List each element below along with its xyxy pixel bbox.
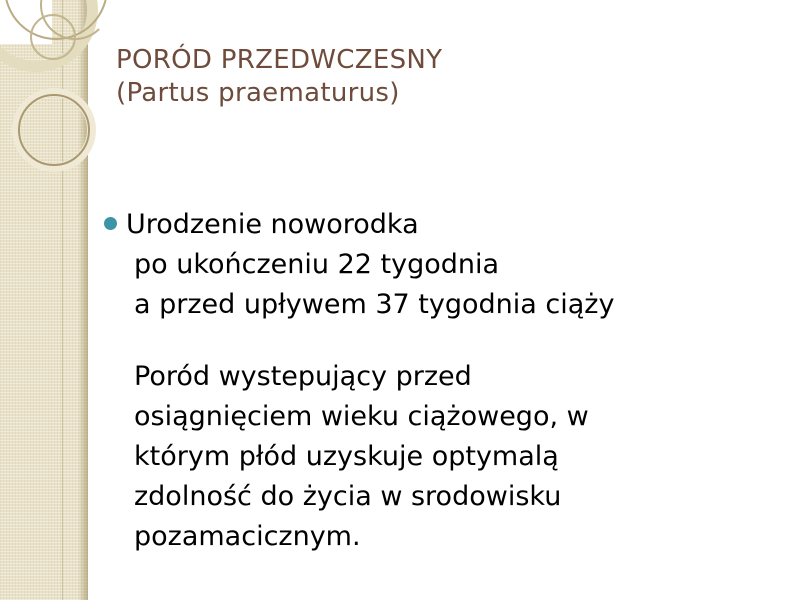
paragraph-line-2: osiągnięciem wieku ciążowego, w	[134, 401, 589, 432]
bullet-dot-icon	[104, 217, 117, 230]
slide-title-line-1: PORÓD PRZEDWCZESNY	[116, 45, 443, 75]
decorative-ring-icon	[30, 14, 76, 60]
paragraph-line-3: którym płód uzyskuje optymalą	[134, 441, 559, 472]
bullet-text-line-1: Urodzenie noworodka	[126, 209, 419, 240]
bullet-item	[104, 205, 764, 245]
paragraph-line-1: Poród wystepujący przed	[134, 361, 472, 392]
bullet-text-line-3: a przed upływem 37 tygodnia ciąży	[134, 289, 615, 320]
slide-body	[104, 205, 764, 557]
bullet-text-line-2: po ukończeniu 22 tygodnia	[134, 249, 500, 280]
paragraph-line-4: zdolność do życia w srodowisku	[134, 481, 562, 512]
band-edge-shadow	[78, 0, 88, 600]
paragraph-spacer	[104, 325, 764, 357]
slide-title-line-2: (Partus praematurus)	[116, 78, 400, 108]
slide-title	[116, 44, 736, 110]
decorative-ring-icon	[18, 94, 90, 166]
paragraph-line-5: pozamacicznym.	[134, 521, 361, 552]
